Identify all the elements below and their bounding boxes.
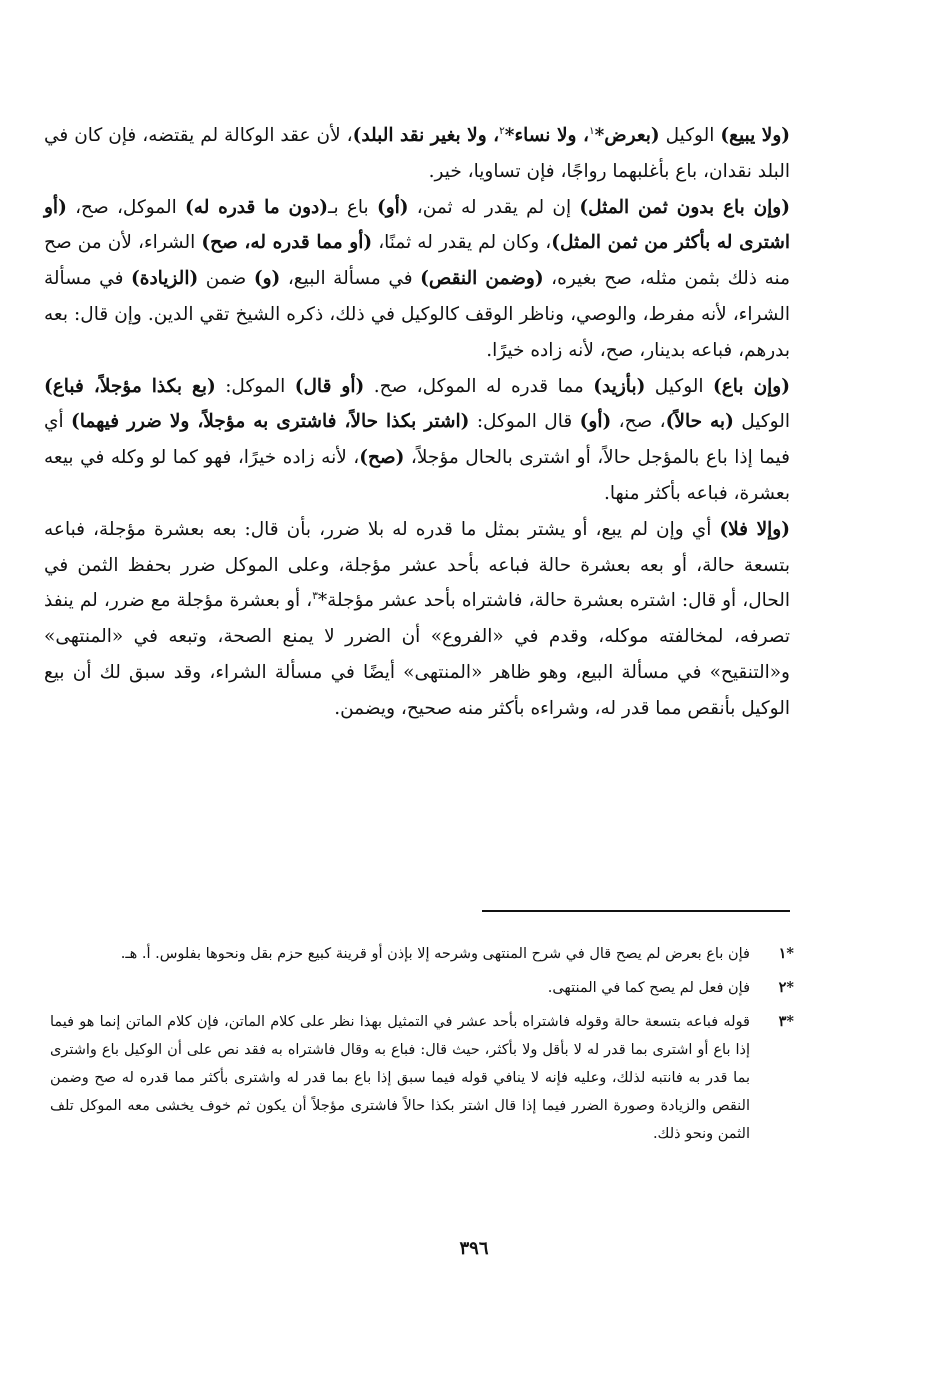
- footnote-3: [50, 1008, 794, 1148]
- footnote-mark: *٣: [778, 1013, 794, 1030]
- footnote-mark: *٢: [778, 979, 794, 996]
- bold-term: (و): [253, 268, 281, 290]
- text-run: مما قدره له الموكل، صح.: [364, 375, 594, 397]
- footnote-mark: *١: [778, 945, 794, 962]
- footnote-text: فإن فعل لم يصح كما في المنتهى.: [547, 980, 750, 996]
- bold-term: (وإلا فلا): [719, 518, 790, 540]
- text-run: ، صح،: [611, 411, 666, 433]
- bold-term: (وضمن النقص): [420, 268, 544, 290]
- bold-term: (أو مما قدره له، صح): [201, 232, 373, 254]
- text-run: في مسألة البيع،: [280, 268, 421, 290]
- text-run: أي وإن لم يبع، أو يشتر بمثل ما قدره له بلا ضرر، بأن قال: بعه بعشرة مؤجلة، فباعه بتسعة حالة، أو بعه بعشرة حالة فباعه بأحد عشر مؤجلة، وعلى الموكل ضرر بحفظ الثمن في الحال، أو قال: اشتره بعشرة حالة، فاشتراه بأحد عشر مؤجلة*: [44, 518, 790, 612]
- text-run: الوكيل: [645, 375, 713, 397]
- bold-term: (بعرض*: [594, 125, 660, 146]
- footnote-ref: ١: [588, 124, 595, 137]
- bold-term: (وإن باع بدون ثمن المثل): [579, 196, 790, 218]
- text-run: الوكيل: [659, 125, 721, 146]
- bold-term: (أو قال): [294, 375, 365, 397]
- text-run: الشراء، لأن من صح منه ذلك بثمن مثله، صح بغيره،: [44, 232, 791, 290]
- text-run: قال الموكل:: [469, 411, 580, 433]
- text-run: باع بـ: [328, 196, 377, 218]
- bold-term: (أو): [579, 411, 612, 433]
- bold-term: (صح): [359, 447, 405, 469]
- bold-term: (وإن باع): [713, 375, 790, 397]
- main-text: [44, 118, 790, 727]
- bold-term: ، ولا بغير نقد البلد): [352, 125, 500, 146]
- paragraph-2: [44, 190, 790, 369]
- paragraph-1: [44, 118, 790, 190]
- bold-term: (دون ما قدره له): [185, 196, 329, 218]
- page-number: ٣٩٦: [459, 1238, 489, 1259]
- bold-term: (به حالاً): [665, 411, 734, 433]
- bold-term: ، ولا نساء*: [504, 125, 589, 146]
- footnotes: [50, 940, 794, 1154]
- text-run: ، وكان لم يقدر له ثمنًا،: [372, 232, 552, 254]
- text-run: الوكيل: [733, 411, 790, 433]
- text-run: ، لأن عقد الوكالة لم يقتضه، فإن كان في البلد نقدان، باع بأغلبهما رواجًا، فإن تساويا، خير.: [44, 125, 790, 182]
- text-run: ضمن: [198, 268, 254, 290]
- bold-term: (اشتر بكذا حالاً، فاشترى به مؤجلاً، ولا ضرر فيهما): [71, 411, 470, 433]
- footnote-ref: ٣: [312, 590, 318, 603]
- text-run: إن لم يقدر له ثمن،: [408, 196, 580, 218]
- text-run: في مسألة الشراء، لأنه مفرط، والوصي، وناظر الوقف كالوكيل في ذلك، ذكره الشيخ تقي الدين. وإن قال: بعه بدرهم، فباعه بدينار، صح، لأنه زاده خيرًا.: [44, 268, 790, 361]
- footnote-ref: ٢: [499, 124, 505, 137]
- footnote-2: [50, 974, 794, 1002]
- footnote-text: فإن باع بعرض لم يصح قال في شرح المنتهى وشرحه إلا بإذن أو قرينة كبيع حزم بقل ونحوها بفلوس. أ. هـ.: [120, 946, 750, 962]
- bold-term: (ولا يبيع): [720, 125, 791, 146]
- text-run: الموكل:: [215, 375, 295, 397]
- text-run: ، أو بعشرة مؤجلة مع ضرر، لم ينفذ تصرفه، لمخالفته موكله، وقدم في «الفروع» أن الضرر لا يمنع الصحة، وتبعه في «المنتهى» و«التنقيح» في مسألة البيع، وهو ظاهر «المنتهى» أيضًا في مسألة الشراء، وقد سبق لك أن بيع الوكيل بأنقص مما قدر له، وشراءه بأكثر منه صحيح، ويضمن.: [44, 590, 790, 719]
- bold-term: (الزيادة): [131, 268, 199, 290]
- bold-term: (أو): [376, 196, 409, 218]
- text-run: ، لأنه زاده خيرًا، فهو كما لو وكله في بيعه بعشرة، فباعه بأكثر منها.: [44, 447, 790, 504]
- footnote-1: [50, 940, 794, 968]
- bold-term: (أو اشترى له بأكثر من ثمن المثل): [44, 196, 790, 254]
- footnote-text: قوله فباعه بتسعة حالة وقوله فاشتراه بأحد عشر في التمثيل بهذا نظر على كلام الماتن، فإن كلام الماتن إنما هو فيما إذا باع أو اشترى بما قدر له لا بأقل ولا بأكثر، حيث قال: فباع به وقال فاشتراه به فقد نص على أن الوكيل باع واشترى بما قدر به فانتبه لذلك، وعليه فإنه لا ينافي قوله فيما سبق إذا باع بما قدر له واشترى بأكثر مما قدره له صح وضمن النقص والزيادة وصورة الضرر فيما إذا قال اشتر بكذا حالاً فاشترى مؤجلاً أن يكون ثم خوف يخشى معه الموكل تلف الثمن ونحو ذلك.: [50, 1014, 750, 1142]
- bold-term: (بع بكذا مؤجلاً، فباع): [44, 375, 216, 397]
- footnote-divider: [482, 910, 790, 912]
- paragraph-3: [44, 369, 790, 512]
- bold-term: (بأزيد): [593, 375, 646, 397]
- text-run: الموكل، صح،: [66, 196, 186, 218]
- paragraph-4: [44, 512, 790, 727]
- text-run: أي فيما إذا باع بالمؤجل حالاً، أو اشترى بالحال مؤجلاً،: [44, 411, 790, 469]
